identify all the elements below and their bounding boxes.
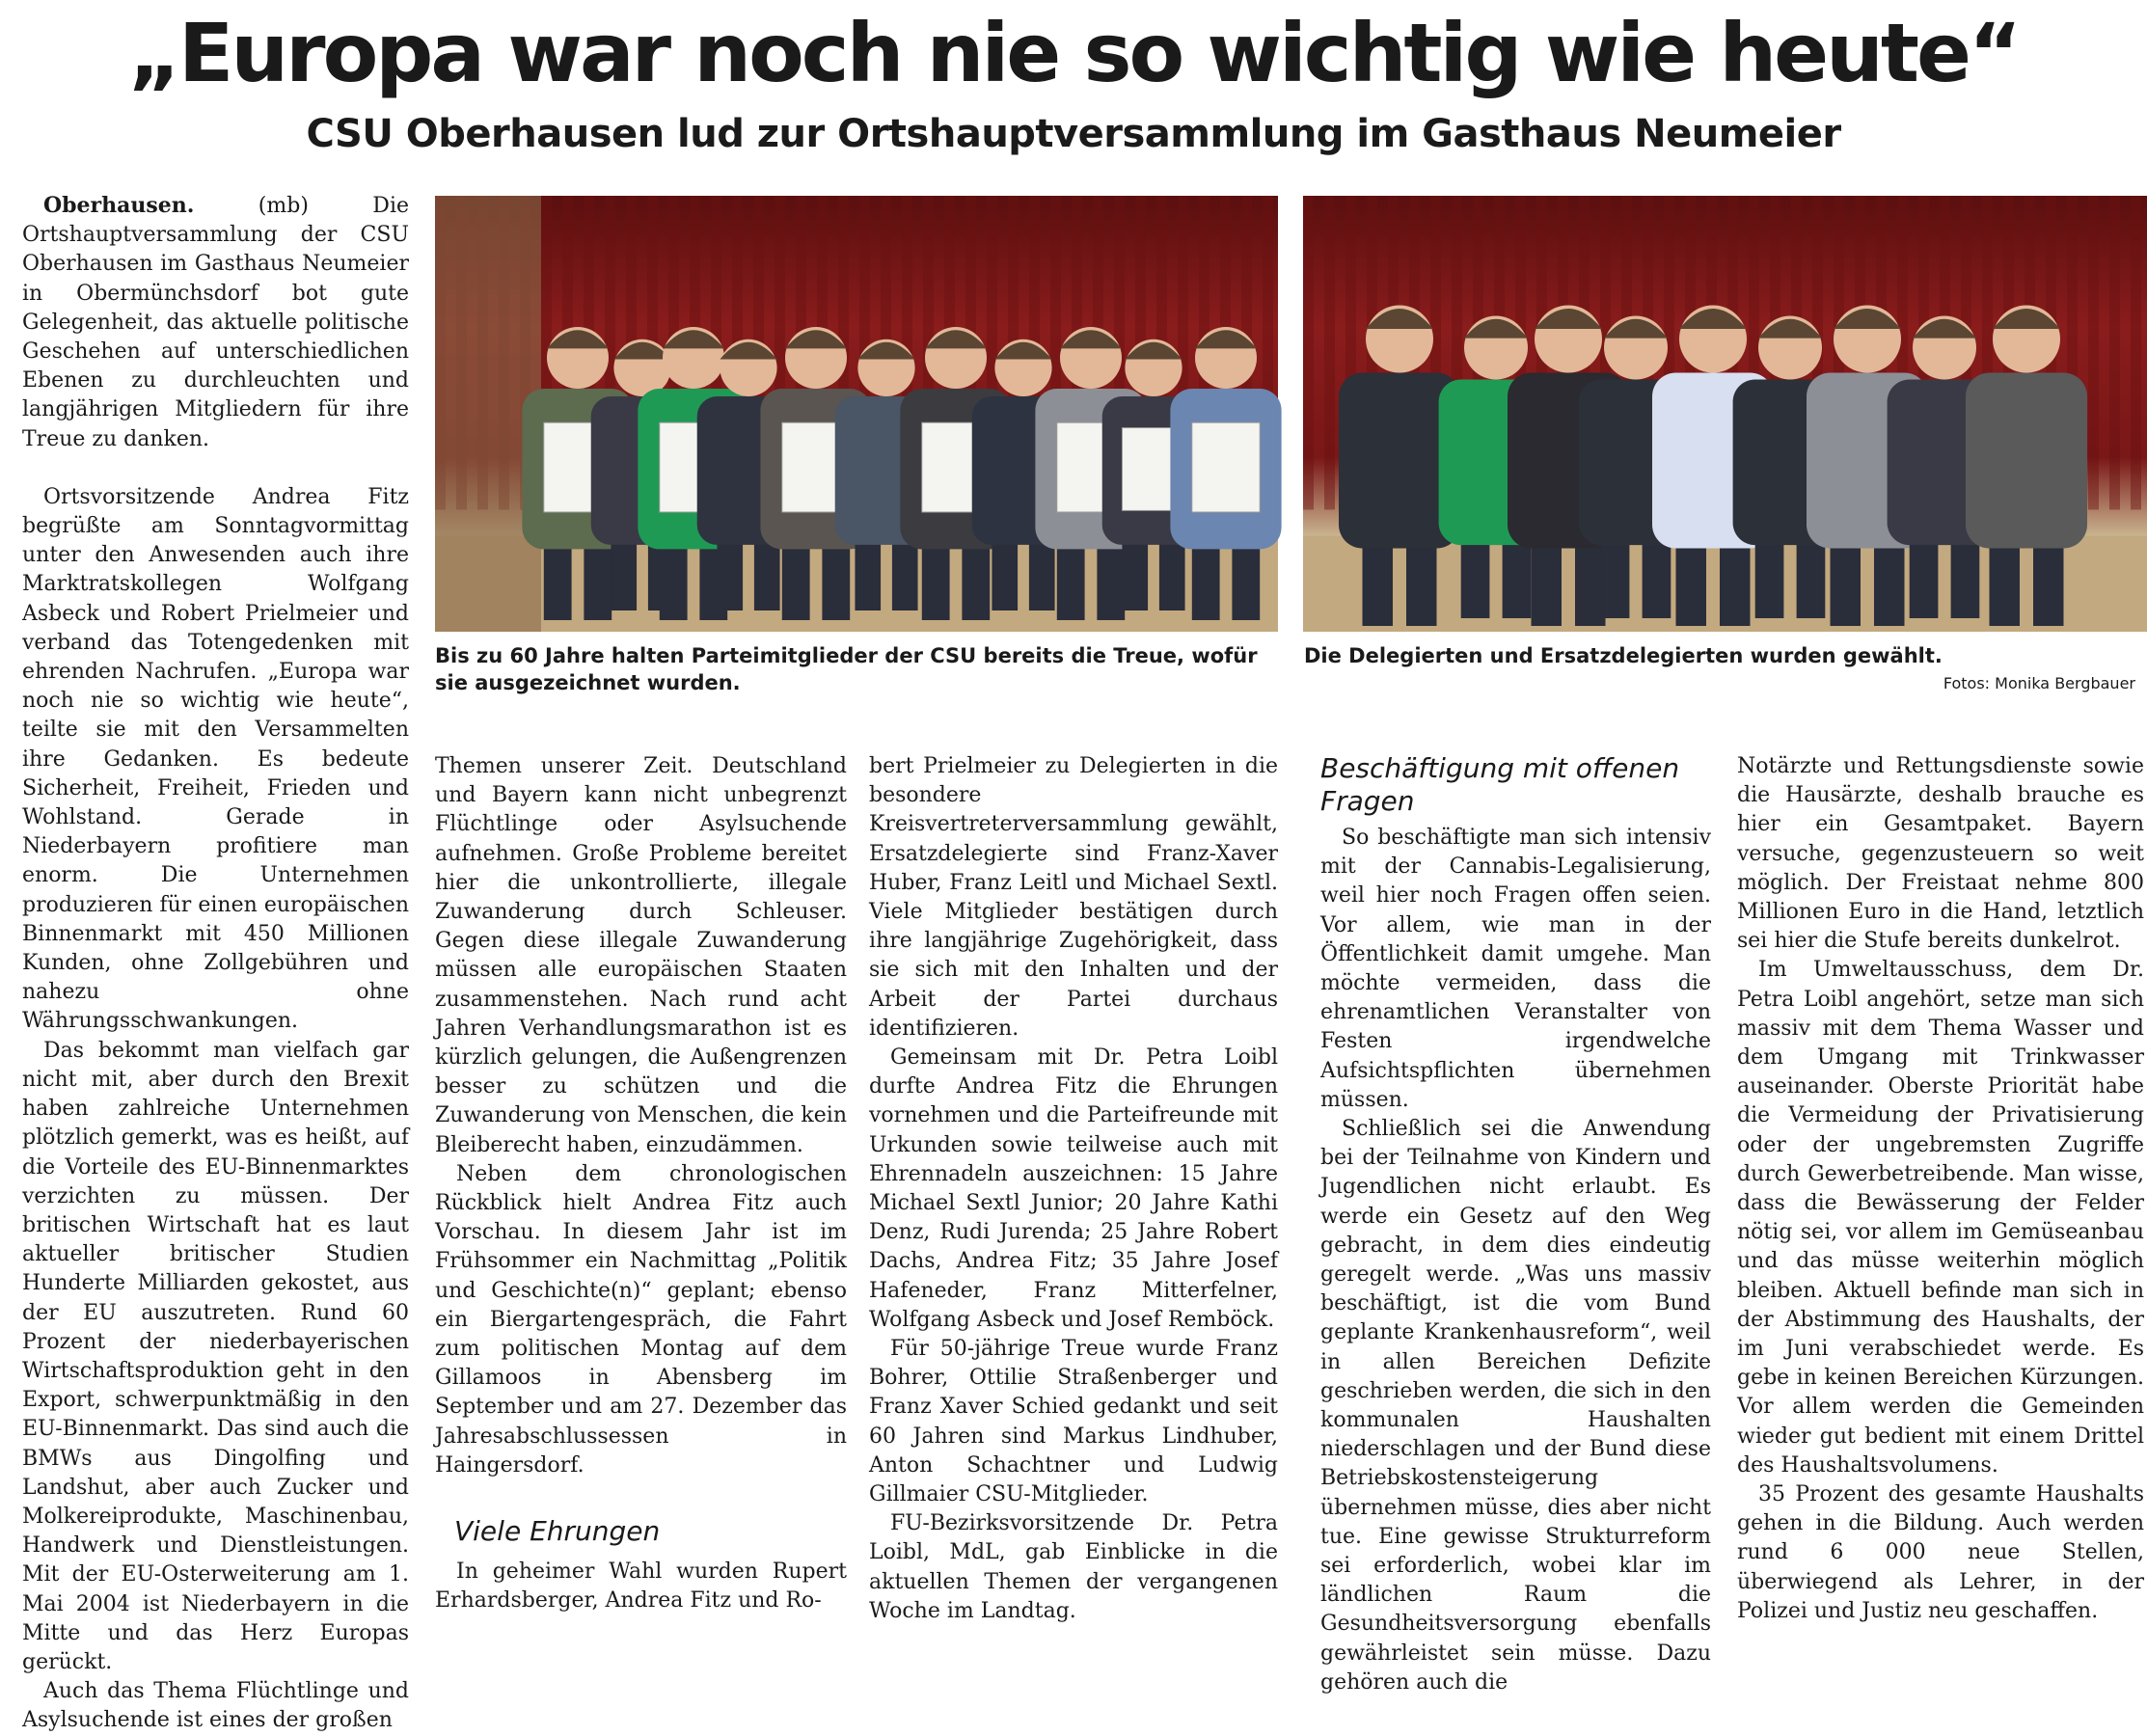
photo-caption-right: Die Delegierten und Ersatzdelegierten wurden gewählt. <box>1304 644 1943 667</box>
honorees-group-illustration <box>435 196 1278 632</box>
article-paragraph: Ortsvorsitzende Andrea Fitz begrüßte am Sonntagvormittag unter den Anwesenden auch ihre Marktratskollegen Wolfgang Asbeck und Robert Prielmeier und verband das Totengedenken mit ehrenden Nachrufen. „Europa war noch nie so wichtig wie heute“, teilte sie mit den Versammelten ihre Gedanken. Es bedeute Sicherheit, Freiheit, Frieden und Wohlstand. Gerade in Niederbayern profitiere man enorm. Die Unternehmen produzieren für einen europäischen Binnenmarkt mit 450 Millionen Kunden, ohne Zollgebühren und nahezu ohne Währungsschwankungen. <box>22 484 409 1034</box>
headline: „Europa war noch nie so wichtig wie heute“ <box>127 6 2020 100</box>
article-paragraph: Themen unserer Zeit. Deutschland und Bayern kann nicht unbegrenzt Flüchtlinge oder Asylsuchende aufnehmen. Große Probleme bereitet hier die unkontrollierte, illegale Zuwanderung durch Schleuser. Gegen diese illegale Zuwanderung müssen alle europäischen Staaten zusammenstehen. Nach rund acht Jahren Verhandlungsmarathon ist es kürzlich gelungen, die Außengrenzen besser zu schützen und die Zuwanderung von Menschen, die kein Bleiberecht haben, einzudämmen. <box>435 754 847 1157</box>
article-paragraph: Neben dem chronologischen Rückblick hielt Andrea Fitz auch Vorschau. In diesem Jahr ist im Frühsommer ein Nachmittag „Politik und Geschichte(n)“ geplant; ebenso ein Biergartengespräch, die Fahrt zum politischen Montag auf dem Gillamoos in Abensberg im September und am 27. Dezember das Jahresabschlussessen in Haingersdorf. <box>435 1161 847 1478</box>
dateline-place: Oberhausen. <box>43 193 195 218</box>
article-paragraph: Schließlich sei die Anwendung bei der Teilnahme von Kindern und Jugendlichen nicht erlaubt. Es werde ein Gesetz auf den Weg gebracht, in dem dies eindeutig geregelt werde. „Was uns massiv beschäftigt, ist die vom Bund geplante Krankenhausreform“, weil in allen Bereichen Defizite geschrieben werden, die sich in den kommunalen Haushalten niederschlagen und der Bund diese Betriebskostensteigerung übernehmen müsse, dies aber nicht tue. Eine gewisse Strukturreform sei erforderlich, wobei klar im ländlichen Raum die Gesundheitsversorgung ebenfalls gewährleistet sein müsse. Dazu gehören auch die <box>1320 1117 1711 1695</box>
article-paragraph: Für 50-jährige Treue wurde Franz Bohrer, Ottilie Straßenberger und Franz Xaver Schied gedankt und seit 60 Jahren sind Markus Lindhuber, Anton Schachtner und Ludwig Gillmaier CSU-Mitglieder. <box>869 1337 1278 1507</box>
article-paragraph: bert Prielmeier zu Delegierten in die besondere Kreisvertreterversammlung gewählt, Ersatzdelegierte sind Franz-Xaver Huber, Franz Leitl und Michael Sextl. Viele Mitglieder bestätigen durch ihre langjährige Zugehörigkeit, dass sie sich mit den Inhalten und der Arbeit der Partei durchaus identifizieren. <box>869 754 1278 1041</box>
section-heading: Viele Ehrungen <box>454 1515 661 1548</box>
photo-honorees <box>435 196 1278 632</box>
section-heading: Beschäftigung mit offenen Fragen <box>1320 752 1680 817</box>
article-paragraph: In geheimer Wahl wurden Rupert Erhardsberger, Andrea Fitz und Ro- <box>435 1560 847 1614</box>
article-paragraph <box>22 191 409 454</box>
article-paragraph: Auch das Thema Flüchtlinge und Asylsuchende ist eines der großen <box>22 1679 409 1733</box>
article-paragraph: Notärzte und Rettungsdienste sowie die Hausärzte, deshalb brauche es hier ein Gesamtpaket. Bayern versuche, gegenzusteuern so weit möglich. Der Freistaat nehme 800 Millionen Euro in die Hand, letztlich sei hier die Stufe bereits dunkelrot. <box>1737 754 2144 954</box>
delegates-group-illustration <box>1303 196 2147 632</box>
photo-delegates <box>1303 196 2147 632</box>
article-paragraph: 35 Prozent des gesamte Haushalts gehen in die Bildung. Auch werden rund 6 000 neue Stellen, überwiegend als Lehrer, in der Polizei und Justiz neu geschaffen. <box>1737 1482 2144 1623</box>
photo-caption-left: Bis zu 60 Jahre halten Parteimitglieder der CSU bereits die Treue, wofür sie ausgezeichnet wurden. <box>435 644 1258 694</box>
article-paragraph: So beschäftigte man sich intensiv mit der Cannabis-Legalisierung, weil hier noch Fragen offen seien. Vor allem, wie man in der Öffentlichkeit damit umgehe. Man möchte vermeiden, dass die ehrenamtlichen Veranstalter von Festen irgendwelche Aufsichtspflichten übernehmen müssen. <box>1320 826 1711 1112</box>
article-paragraph: Im Umweltausschuss, dem Dr. Petra Loibl angehört, setze man sich massiv mit dem Thema Wasser und dem Umgang mit Trinkwasser auseinander. Oberste Priorität habe die Vermeidung der Privatisierung oder der ungebremsten Zugriffe durch Gewerbetreibende. Man wisse, dass die Bewässerung der Felder nötig sei, vor allem im Gemüseanbau und das müsse weiterhin möglich bleiben. Aktuell befinde man sich in der Abstimmung des Haushalts, der im Juni verabschiedet werde. Es gebe in keinen Bereichen Kürzungen. Vor allem werden die Gemeinden wieder gut bedient mit einem Drittel des Haushaltsvolumens. <box>1737 958 2144 1478</box>
article-column-1 <box>22 191 409 1733</box>
dateline-text: (mb) Die Ortshauptversammlung der CSU Oberhausen im Gasthaus Neumeier in Obermünchsdorf bot gute Gelegenheit, das aktuelle politische Geschehen auf unterschiedlichen Ebenen zu durchleuchten und langjährigen Mitgliedern für ihre Treue zu danken. <box>22 194 409 451</box>
subheadline: CSU Oberhausen lud zur Ortshauptversammlung im Gasthaus Neumeier <box>306 112 1841 156</box>
article-paragraph: Das bekommt man vielfach gar nicht mit, aber durch den Brexit haben zahlreiche Unternehmen plötzlich gemerkt, was es heißt, auf die Vorteile des EU-Binnenmarktes verzichten zu müssen. Der britischen Wirtschaft hat es laut aktueller britischer Studien Hunderte Milliarden gekostet, aus der EU auszutreten. Rund 60 Prozent der niederbayerischen Wirtschaftsproduktion geht in den Export, schwerpunktmäßig in den EU-Binnenmarkt. Das sind auch die BMWs aus Dingolfing und Landshut, aber auch Zucker und Molkereiprodukte, Maschinenbau, Handwerk und Dienstleistungen. Mit der EU-Osterweiterung am 1. Mai 2004 ist Niederbayern in die Mitte und das Herz Europas gerückt. <box>22 1038 409 1674</box>
article-paragraph: Gemeinsam mit Dr. Petra Loibl durfte Andrea Fitz die Ehrungen vornehmen und die Parteifreunde mit Urkunden sowie teilweise auch mit Ehrennadeln auszeichnen: 15 Jahre Michael Sextl Junior; 20 Jahre Kathi Denz, Rudi Jurenda; 25 Jahre Robert Dachs, Andrea Fitz; 35 Jahre Josef Hafeneder, Franz Mitterfelner, Wolfgang Asbeck und Josef Remböck. <box>869 1045 1278 1332</box>
photo-credit: Fotos: Monika Bergbauer <box>1943 674 2135 692</box>
article-column-5 <box>1737 752 2144 1623</box>
article-column-4 <box>1320 752 1711 1695</box>
article-paragraph: FU-Bezirksvorsitzende Dr. Petra Loibl, MdL, gab Einblicke in die aktuellen Themen der vergangenen Woche im Landtag. <box>869 1511 1278 1623</box>
article-column-3 <box>869 752 1278 1623</box>
article-column-2 <box>435 752 847 1614</box>
